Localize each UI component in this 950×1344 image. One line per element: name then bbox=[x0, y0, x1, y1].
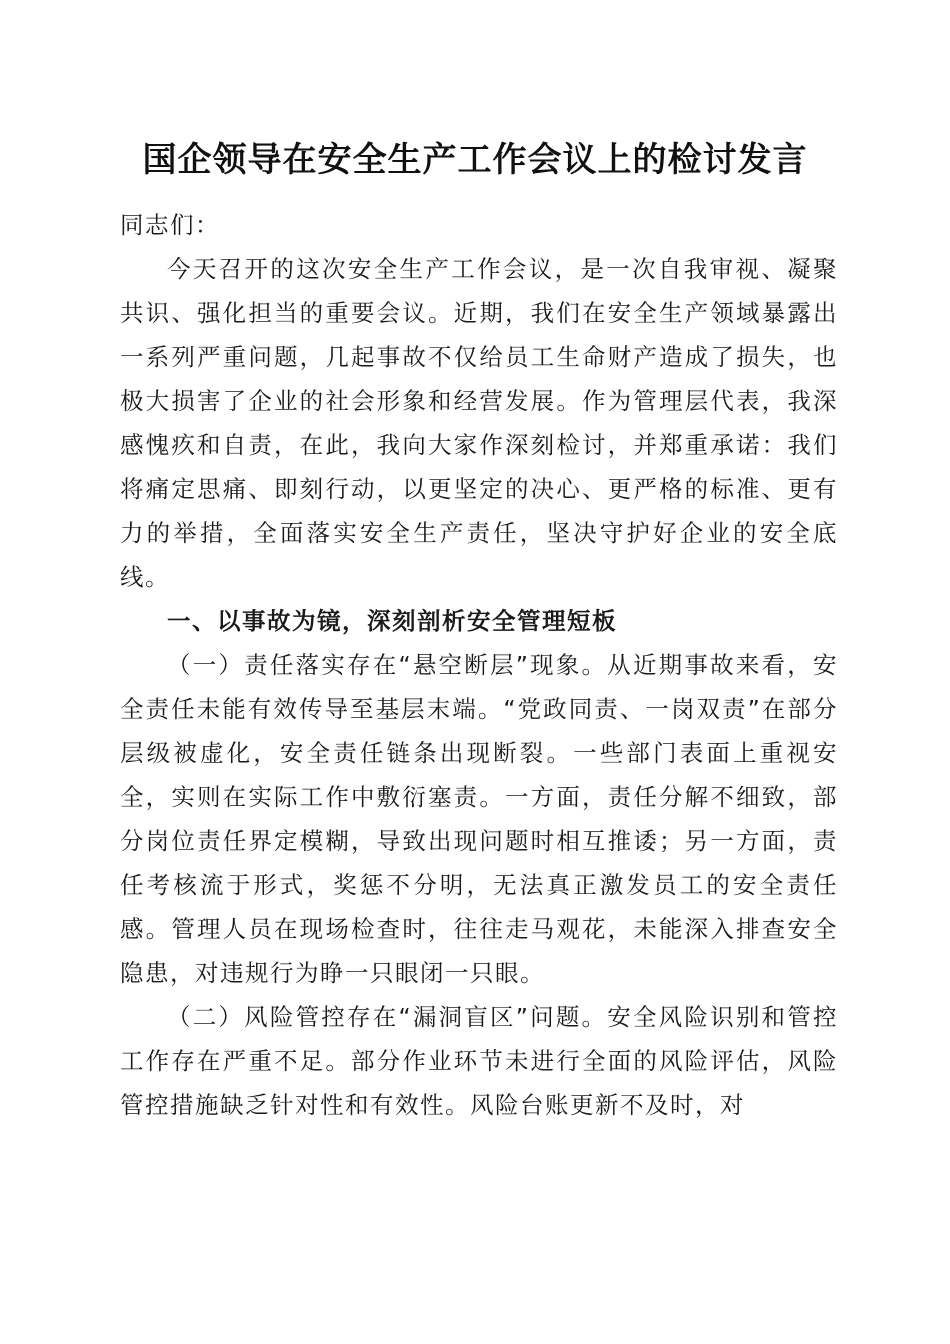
document-body bbox=[120, 203, 838, 1127]
subsection-paragraph-2: （二）风险管控存在“漏洞盲区”问题。安全风险识别和管控工作存在严重不足。部分作业环节未进行全面的风险评估，风险管控措施缺乏针对性和有效性。风险台账更新不及时，对 bbox=[120, 1003, 838, 1119]
subsection-paragraph-1: （一）责任落实存在“悬空断层”现象。从近期事故来看，安全责任未能有效传导至基层末端。“党政同责、一岗双责”在部分层级被虚化，安全责任链条出现断裂。一些部门表面上重视安全，实则在实际工作中敷衍塞责。一方面，责任分解不细致，部分岗位责任界定模糊，导致出现问题时相互推诿；另一方面，责任考核流于形式，奖惩不分明，无法真正激发员工的安全责任感。管理人员在现场检查时，往往走马观花，未能深入排查安全隐患，对违规行为睁一只眼闭一只眼。 bbox=[120, 651, 838, 987]
section-heading: 一、以事故为镜，深刻剖析安全管理短板 bbox=[167, 607, 617, 635]
salutation: 同志们： bbox=[120, 211, 220, 239]
intro-paragraph: 今天召开的这次安全生产工作会议，是一次自我审视、凝聚共识、强化担当的重要会议。近期，我们在安全生产领域暴露出一系列严重问题，几起事故不仅给员工生命财产造成了损失，也极大损害了企业的社会形象和经营发展。作为管理层代表，我深感愧疚和自责，在此，我向大家作深刻检讨，并郑重承诺：我们将痛定思痛、即刻行动，以更坚定的决心、更严格的标准、更有力的举措，全面落实安全生产责任，坚决守护好企业的安全底线。 bbox=[120, 255, 838, 591]
document-title: 国企领导在安全生产工作会议上的检讨发言 bbox=[142, 140, 808, 180]
